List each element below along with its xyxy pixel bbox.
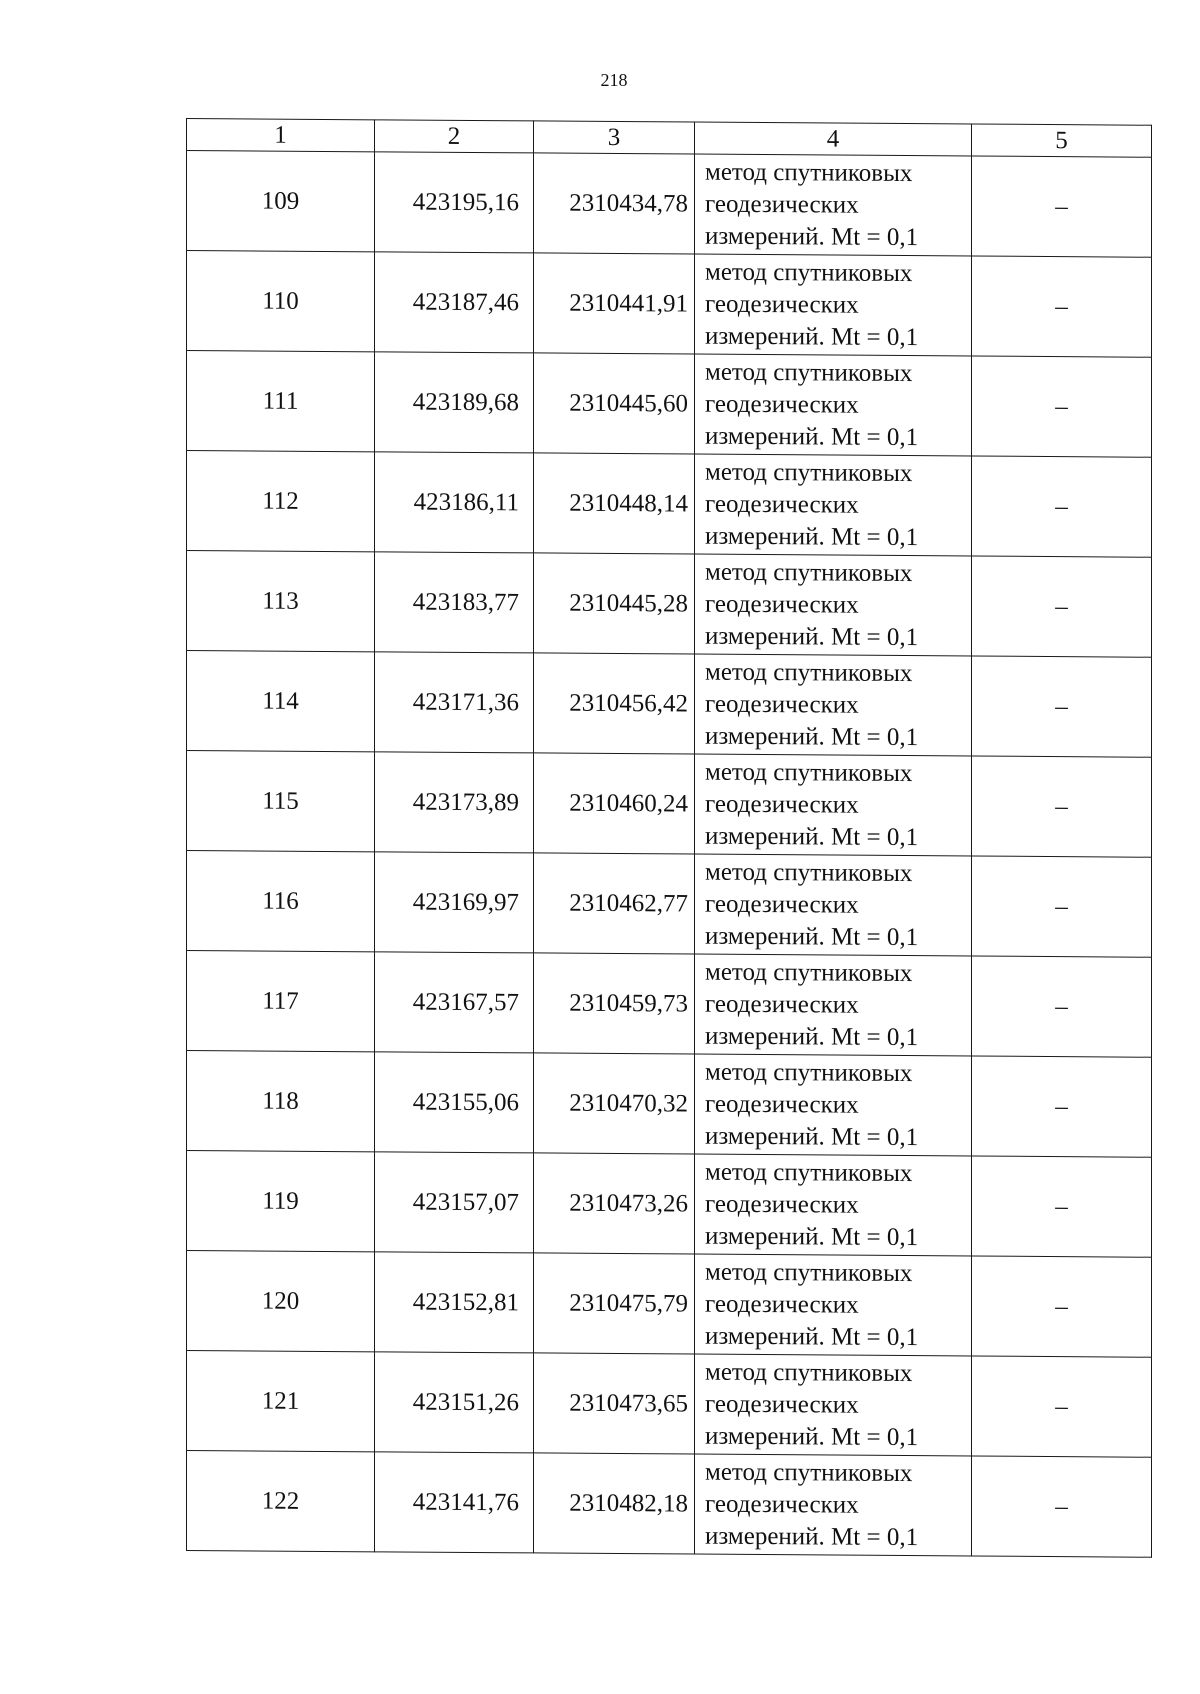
method-line: геодезических xyxy=(705,1290,859,1319)
table-row xyxy=(187,851,1152,958)
method-cell xyxy=(695,854,972,956)
method-line: измерений. Mt = 0,1 xyxy=(705,522,919,551)
point-number-cell: 115 xyxy=(187,751,375,852)
method-line: измерений. Mt = 0,1 xyxy=(705,322,919,351)
point-number-cell: 122 xyxy=(187,1451,375,1552)
note-cell: – xyxy=(972,1456,1152,1557)
point-number-cell: 109 xyxy=(187,151,375,252)
method-line: измерений. Mt = 0,1 xyxy=(705,222,919,251)
table-row xyxy=(187,1051,1152,1158)
point-number-cell: 120 xyxy=(187,1251,375,1352)
table-row xyxy=(187,551,1152,658)
point-number-cell: 112 xyxy=(187,451,375,552)
y-coordinate-cell: 2310462,77 xyxy=(534,853,695,954)
table-row xyxy=(187,751,1152,858)
method-line: метод спутниковых xyxy=(705,1158,913,1187)
method-cell xyxy=(695,1254,972,1356)
x-coordinate-cell: 423195,16 xyxy=(375,152,534,253)
method-line: метод спутниковых xyxy=(705,258,913,287)
note-cell: – xyxy=(972,156,1152,257)
method-line: геодезических xyxy=(705,1190,859,1219)
y-coordinate-cell: 2310445,60 xyxy=(534,353,695,454)
y-coordinate-cell: 2310473,26 xyxy=(534,1153,695,1254)
x-coordinate-cell: 423189,68 xyxy=(375,352,534,453)
table-row xyxy=(187,1251,1152,1358)
method-line: метод спутниковых xyxy=(705,858,913,887)
point-number-cell: 117 xyxy=(187,951,375,1052)
table-row xyxy=(187,1151,1152,1258)
point-number-cell: 116 xyxy=(187,851,375,952)
note-cell: – xyxy=(972,756,1152,857)
y-coordinate-cell: 2310459,73 xyxy=(534,953,695,1054)
method-cell xyxy=(695,754,972,856)
method-line: метод спутниковых xyxy=(705,958,913,987)
method-line: метод спутниковых xyxy=(705,1058,913,1087)
table-row xyxy=(187,351,1152,458)
x-coordinate-cell: 423187,46 xyxy=(375,252,534,353)
x-coordinate-cell: 423183,77 xyxy=(375,552,534,653)
method-cell xyxy=(695,154,972,256)
note-cell: – xyxy=(972,556,1152,657)
point-number-cell: 113 xyxy=(187,551,375,652)
header-col-2: 2 xyxy=(375,120,534,153)
method-line: измерений. Mt = 0,1 xyxy=(705,1122,919,1151)
table-row xyxy=(187,951,1152,1058)
method-line: метод спутниковых xyxy=(705,1458,913,1487)
method-line: измерений. Mt = 0,1 xyxy=(705,422,919,451)
method-line: геодезических xyxy=(705,390,859,419)
x-coordinate-cell: 423173,89 xyxy=(375,752,534,853)
method-line: геодезических xyxy=(705,190,859,219)
x-coordinate-cell: 423169,97 xyxy=(375,852,534,953)
method-line: измерений. Mt = 0,1 xyxy=(705,1222,919,1251)
method-line: измерений. Mt = 0,1 xyxy=(705,722,919,751)
method-line: геодезических xyxy=(705,1090,859,1119)
method-line: геодезических xyxy=(705,490,859,519)
coordinates-table xyxy=(186,118,1152,1558)
x-coordinate-cell: 423155,06 xyxy=(375,1052,534,1153)
method-line: геодезических xyxy=(705,690,859,719)
y-coordinate-cell: 2310456,42 xyxy=(534,653,695,754)
y-coordinate-cell: 2310445,28 xyxy=(534,553,695,654)
method-line: метод спутниковых xyxy=(705,558,913,587)
method-line: измерений. Mt = 0,1 xyxy=(705,1422,919,1451)
y-coordinate-cell: 2310470,32 xyxy=(534,1053,695,1154)
method-cell xyxy=(695,554,972,656)
x-coordinate-cell: 423141,76 xyxy=(375,1452,534,1553)
header-col-4: 4 xyxy=(695,122,972,156)
note-cell: – xyxy=(972,956,1152,1057)
method-line: геодезических xyxy=(705,990,859,1019)
method-line: метод спутниковых xyxy=(705,158,913,187)
y-coordinate-cell: 2310460,24 xyxy=(534,753,695,854)
y-coordinate-cell: 2310448,14 xyxy=(534,453,695,554)
x-coordinate-cell: 423151,26 xyxy=(375,1352,534,1453)
method-cell xyxy=(695,1054,972,1156)
table-row xyxy=(187,651,1152,758)
method-line: измерений. Mt = 0,1 xyxy=(705,1022,919,1051)
y-coordinate-cell: 2310441,91 xyxy=(534,253,695,354)
page-number: 218 xyxy=(600,70,628,90)
method-cell xyxy=(695,454,972,556)
note-cell: – xyxy=(972,256,1152,357)
method-line: метод спутниковых xyxy=(705,358,913,387)
method-line: измерений. Mt = 0,1 xyxy=(705,822,919,851)
method-line: геодезических xyxy=(705,1390,859,1419)
method-line: метод спутниковых xyxy=(705,758,913,787)
method-line: измерений. Mt = 0,1 xyxy=(705,622,919,651)
method-line: измерений. Mt = 0,1 xyxy=(705,1322,919,1351)
header-col-1: 1 xyxy=(187,119,375,152)
note-cell: – xyxy=(972,1356,1152,1457)
point-number-cell: 111 xyxy=(187,351,375,452)
table-body xyxy=(187,151,1152,1558)
header-col-3: 3 xyxy=(534,121,695,154)
table-row xyxy=(187,251,1152,358)
method-line: измерений. Mt = 0,1 xyxy=(705,922,919,951)
table-row xyxy=(187,1351,1152,1458)
method-cell xyxy=(695,254,972,356)
method-line: геодезических xyxy=(705,1490,859,1519)
table-row xyxy=(187,1451,1152,1558)
note-cell: – xyxy=(972,656,1152,757)
method-line: метод спутниковых xyxy=(705,1258,913,1287)
y-coordinate-cell: 2310475,79 xyxy=(534,1253,695,1354)
point-number-cell: 114 xyxy=(187,651,375,752)
note-cell: – xyxy=(972,356,1152,457)
x-coordinate-cell: 423157,07 xyxy=(375,1152,534,1253)
note-cell: – xyxy=(972,456,1152,557)
method-line: геодезических xyxy=(705,290,859,319)
note-cell: – xyxy=(972,856,1152,957)
method-line: геодезических xyxy=(705,790,859,819)
header-col-5: 5 xyxy=(972,124,1152,157)
method-line: метод спутниковых xyxy=(705,458,913,487)
note-cell: – xyxy=(972,1056,1152,1157)
y-coordinate-cell: 2310434,78 xyxy=(534,153,695,254)
table-row xyxy=(187,451,1152,558)
method-line: метод спутниковых xyxy=(705,1358,913,1387)
method-cell xyxy=(695,1154,972,1256)
note-cell: – xyxy=(972,1256,1152,1357)
method-cell xyxy=(695,654,972,756)
note-cell: – xyxy=(972,1156,1152,1257)
method-line: геодезических xyxy=(705,890,859,919)
point-number-cell: 110 xyxy=(187,251,375,352)
method-cell xyxy=(695,354,972,456)
point-number-cell: 118 xyxy=(187,1051,375,1152)
x-coordinate-cell: 423167,57 xyxy=(375,952,534,1053)
method-cell xyxy=(695,1354,972,1456)
method-line: метод спутниковых xyxy=(705,658,913,687)
x-coordinate-cell: 423186,11 xyxy=(375,452,534,553)
x-coordinate-cell: 423152,81 xyxy=(375,1252,534,1353)
x-coordinate-cell: 423171,36 xyxy=(375,652,534,753)
method-line: измерений. Mt = 0,1 xyxy=(705,1522,919,1551)
y-coordinate-cell: 2310482,18 xyxy=(534,1453,695,1554)
method-line: геодезических xyxy=(705,590,859,619)
point-number-cell: 121 xyxy=(187,1351,375,1452)
y-coordinate-cell: 2310473,65 xyxy=(534,1353,695,1454)
table-row xyxy=(187,151,1152,258)
method-cell xyxy=(695,1454,972,1556)
point-number-cell: 119 xyxy=(187,1151,375,1252)
method-cell xyxy=(695,954,972,1056)
